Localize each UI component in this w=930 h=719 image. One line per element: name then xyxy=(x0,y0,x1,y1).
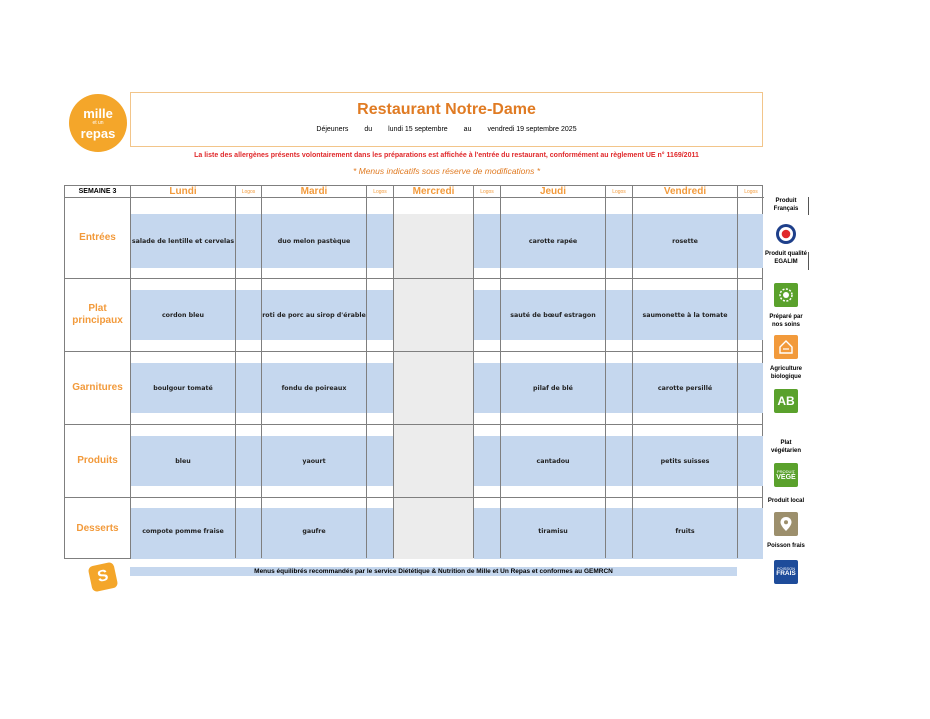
grid-line xyxy=(235,186,236,558)
legend-label-fait-maison: Préparé par nos soins xyxy=(769,314,803,328)
row-label-desserts: Desserts xyxy=(76,522,119,534)
grid-line xyxy=(473,186,474,558)
allergen-note: La liste des allergènes présents volontairement dans les préparations est affichée à l'entrée du restaurant, conformément au règlement UE n° 1169/2011 xyxy=(194,152,699,159)
restaurant-title: Restaurant Notre-Dame xyxy=(357,101,536,118)
brand-logo-line1: mille xyxy=(83,105,113,121)
day-header-vendredi: Vendredi xyxy=(633,186,738,198)
grid-line xyxy=(737,186,738,558)
brand-sticker-icon: S xyxy=(88,562,119,593)
day-header-mardi: Mardi xyxy=(262,186,367,198)
dish-cell: carotte rapée xyxy=(528,237,578,245)
menu-table xyxy=(64,185,763,559)
ab-organic-icon xyxy=(774,389,798,413)
dish-cell: fruits xyxy=(675,527,695,535)
dish-cell: roti de porc au sirop d'érable xyxy=(262,311,366,319)
grid-line xyxy=(65,278,762,279)
legend-label-egalim: Produit qualité EGALIM xyxy=(765,251,807,265)
legend-label-vegetarien: Plat végétarien xyxy=(770,440,801,454)
logos-header: Logos xyxy=(606,186,633,198)
egalim-icon xyxy=(774,283,798,307)
dish-cell: bleu xyxy=(175,457,191,465)
legend-label-poisson: Poisson frais xyxy=(767,543,805,549)
fish-icon-text-2: FRAIS xyxy=(776,569,796,577)
dish-cell: pilaf de blé xyxy=(533,384,573,392)
grid-line xyxy=(65,497,762,498)
dish-cell: tiramisu xyxy=(538,527,568,535)
row-label-garnitures: Garnitures xyxy=(72,381,123,393)
grid-line xyxy=(65,351,762,352)
grid-line xyxy=(65,424,762,425)
grid-line xyxy=(393,186,394,558)
dish-cell: yaourt xyxy=(302,457,326,465)
logos-header: Logos xyxy=(474,186,501,198)
fresh-fish-icon xyxy=(774,560,798,584)
dish-cell: rosette xyxy=(672,237,698,245)
brand-logo xyxy=(69,94,127,152)
day-header-jeudi: Jeudi xyxy=(501,186,606,198)
legend-label-francais: Produit Français xyxy=(773,198,799,212)
legend-separator xyxy=(808,197,809,215)
legend-label-local: Produit local xyxy=(767,498,805,504)
date-range xyxy=(131,126,762,133)
grid-line xyxy=(366,186,367,558)
dish-cell: fondu de poireaux xyxy=(281,384,347,392)
meal-type: Déjeuners xyxy=(316,126,349,133)
from-date: lundi 15 septembre xyxy=(388,126,448,133)
logos-header: Logos xyxy=(738,186,764,198)
dish-cell: cordon bleu xyxy=(161,311,205,319)
legend-separator xyxy=(808,252,809,270)
dish-cell: duo melon pastèque xyxy=(277,237,351,245)
footer-note: Menus équilibrés recommandés par le service Diététique & Nutrition de Mille et Un Repas et conformes au GEMRCN xyxy=(130,567,737,576)
location-pin-icon xyxy=(774,512,798,536)
dish-cell: gaufre xyxy=(302,527,326,535)
legend-label-bio: Agriculture biologique xyxy=(769,366,802,380)
brand-logo-line2: et un xyxy=(92,119,104,126)
wednesday-empty-column xyxy=(394,214,474,559)
dish-cell: petits suisses xyxy=(660,457,710,465)
row-label-plats: Plat principaux xyxy=(72,302,123,326)
grid-line xyxy=(605,186,606,558)
to-date: vendredi 19 septembre 2025 xyxy=(487,126,577,133)
vege-icon-text-2: VÉGÉ xyxy=(776,473,796,481)
indicative-note: * Menus indicatifs sous réserve de modifications * xyxy=(352,166,541,176)
row-label-entrees: Entrées xyxy=(79,232,116,244)
dish-cell: sauté de bœuf estragon xyxy=(510,311,596,319)
french-flag-icon xyxy=(774,222,798,246)
vege-icon-text-1: PRODUIT xyxy=(777,468,795,474)
vege-icon xyxy=(774,463,798,487)
from-label: du xyxy=(364,126,373,133)
dish-cell: boulgour tomaté xyxy=(153,384,213,392)
dish-cell: compote pomme fraise xyxy=(142,527,224,535)
logos-header: Logos xyxy=(367,186,394,198)
dish-cell: salade de lentille et cervelas xyxy=(131,237,235,245)
row-label-produits: Produits xyxy=(77,454,118,466)
day-header-mercredi: Mercredi xyxy=(394,186,474,198)
logos-header: Logos xyxy=(236,186,262,198)
brand-logo-line3: repas xyxy=(80,125,116,141)
dish-cell: saumonette à la tomate xyxy=(642,311,728,319)
week-label: SEMAINE 3 xyxy=(65,186,131,198)
fish-icon-text-1: POISSON xyxy=(776,565,796,571)
day-header-lundi: Lundi xyxy=(131,186,236,198)
to-label: au xyxy=(463,126,472,133)
dish-cell: carotte persillé xyxy=(657,384,713,392)
dish-cell: cantadou xyxy=(536,457,570,465)
house-chef-icon xyxy=(774,335,798,359)
header-box xyxy=(130,92,763,147)
ab-organic-icon-text: AB xyxy=(777,394,795,408)
